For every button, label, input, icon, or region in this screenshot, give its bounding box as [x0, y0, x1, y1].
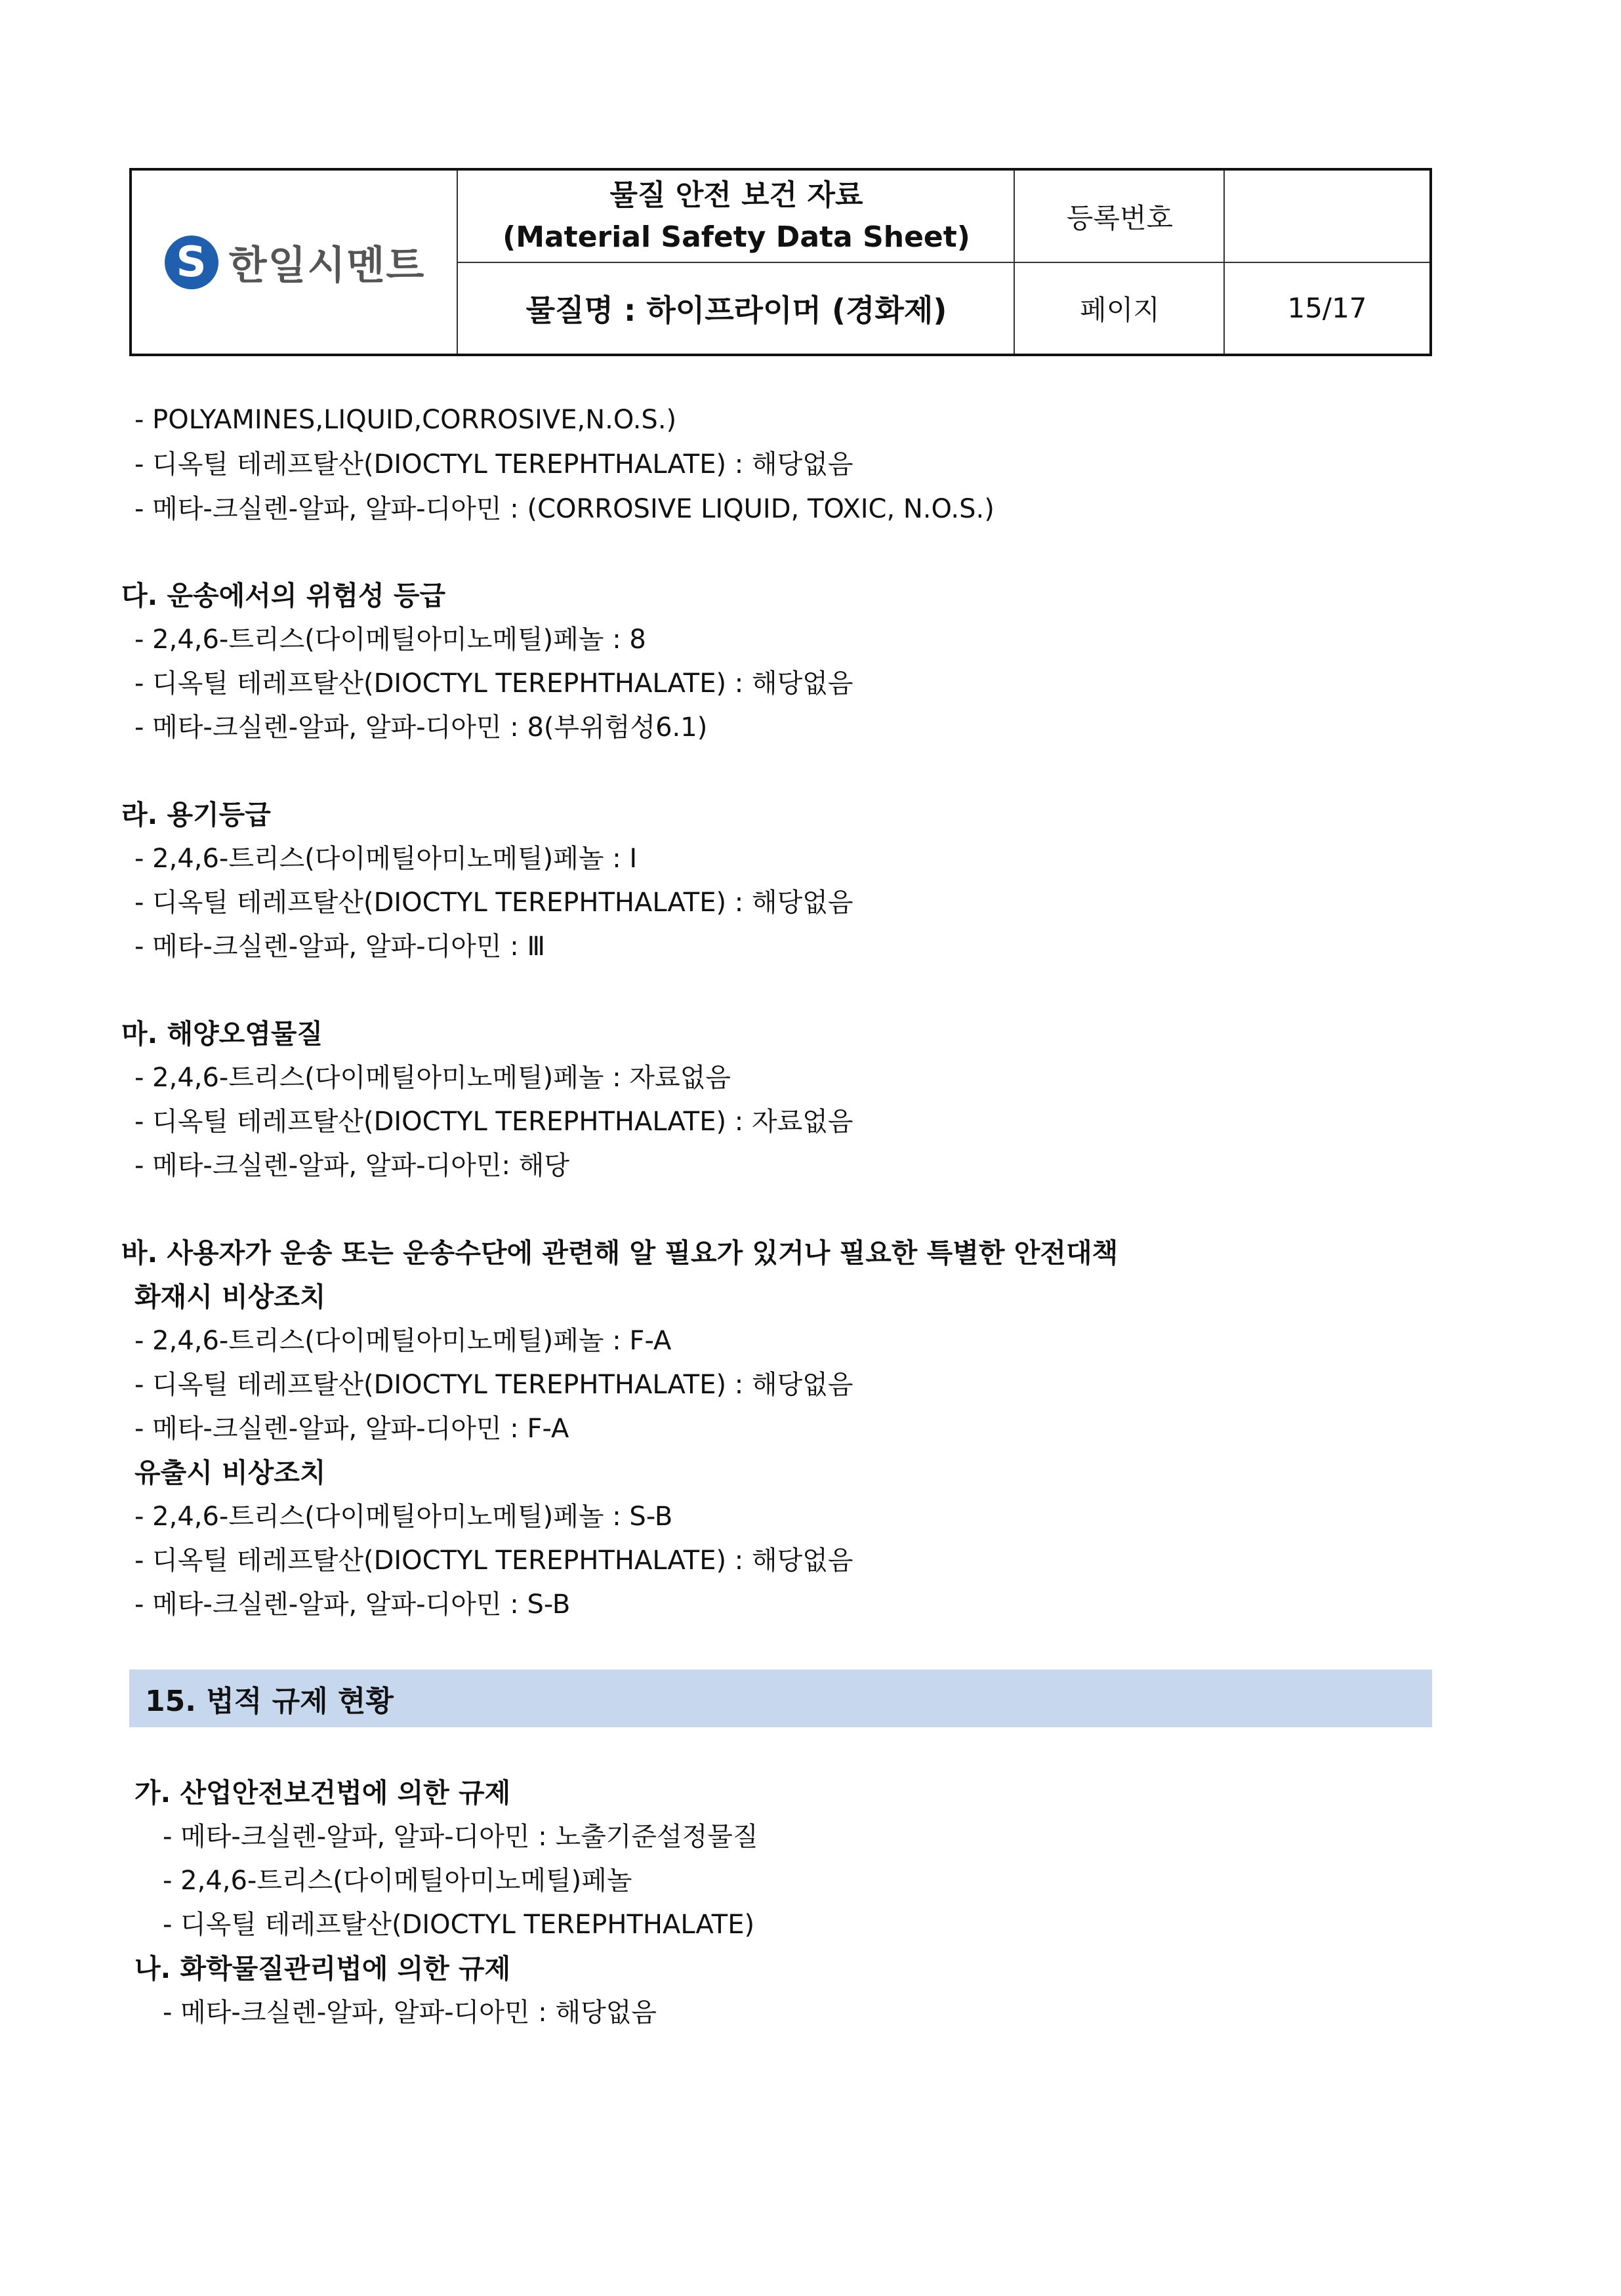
section-heading: 가. 산업안전보건법에 의한 규제	[134, 1777, 511, 1809]
text-line: - 메타-크실렌-알파, 알파-디아민 : 해당없음	[163, 1998, 657, 2028]
text-line: - 2,4,6-트리스(다이메틸아미노메틸)페놀 : Ⅰ	[134, 844, 638, 874]
text-line: - POLYAMINES,LIQUID,CORROSIVE,N.O.S.)	[134, 405, 677, 435]
material-name: 물질명 : 하이프라이머 (경화제)	[525, 292, 947, 328]
section-heading: 나. 화학물질관리법에 의한 규제	[134, 1953, 511, 1984]
text-line: - 메타-크실렌-알파, 알파-디아민 : S-B	[134, 1589, 571, 1620]
document-title	[458, 171, 1015, 262]
text-line: - 디옥틸 테레프탈산(DIOCTYL TEREPHTHALATE) : 해당없음	[134, 449, 853, 480]
text-line: - 2,4,6-트리스(다이메틸아미노메틸)페놀 : F-A	[134, 1326, 672, 1356]
section-heading: 마. 해양오염물질	[121, 1018, 323, 1050]
text-line: - 메타-크실렌-알파, 알파-디아민 : 8(부위험성6.1)	[134, 712, 708, 743]
document-title-ko: 물질 안전 보건 자료	[609, 178, 863, 213]
text-line: - 디옥틸 테레프탈산(DIOCTYL TEREPHTHALATE) : 해당없음	[134, 1370, 853, 1400]
text-line: - 2,4,6-트리스(다이메틸아미노메틸)페놀 : S-B	[134, 1502, 673, 1532]
text-line: - 디옥틸 테레프탈산(DIOCTYL TEREPHTHALATE) : 해당없음	[134, 888, 853, 918]
section-heading: 다. 운송에서의 위험성 등급	[121, 580, 446, 611]
text-line: - 디옥틸 테레프탈산(DIOCTYL TEREPHTHALATE) : 자료없음	[134, 1107, 853, 1137]
divider	[457, 262, 1429, 263]
company-logo	[132, 171, 458, 354]
document-title-en: (Material Safety Data Sheet)	[503, 220, 970, 254]
text-line: - 디옥틸 테레프탈산(DIOCTYL TEREPHTHALATE) : 해당없음	[134, 668, 853, 699]
text-line: - 메타-크실렌-알파, 알파-디아민 : F-A	[134, 1414, 569, 1444]
sub-heading: 화재시 비상조치	[134, 1281, 326, 1313]
section-heading: 바. 사용자가 운송 또는 운송수단에 관련해 알 필요가 있거나 필요한 특별한 안전대책	[121, 1237, 1118, 1269]
text-line: - 디옥틸 테레프탈산(DIOCTYL TEREPHTHALATE)	[163, 1910, 755, 1940]
page-label: 페이지	[1080, 293, 1160, 326]
registration-value	[1225, 171, 1429, 262]
section-15-title-text: 15. 법적 규제 현황	[145, 1685, 394, 1718]
page-number: 15/17	[1287, 292, 1367, 324]
text-line: - 메타-크실렌-알파, 알파-디아민: 해당	[134, 1151, 570, 1181]
company-logo-icon: S	[165, 236, 218, 289]
text-line: - 2,4,6-트리스(다이메틸아미노메틸)페놀 : 8	[134, 625, 646, 655]
text-line: - 메타-크실렌-알파, 알파-디아민 : 노출기준설정물질	[163, 1822, 758, 1852]
registration-label: 등록번호	[1066, 202, 1174, 234]
text-line: - 2,4,6-트리스(다이메틸아미노메틸)페놀 : 자료없음	[134, 1063, 731, 1093]
section-15-title	[129, 1670, 1432, 1727]
document-header-table	[129, 168, 1432, 356]
sub-heading: 유출시 비상조치	[134, 1457, 326, 1488]
text-line: - 디옥틸 테레프탈산(DIOCTYL TEREPHTHALATE) : 해당없음	[134, 1546, 853, 1576]
text-line: - 메타-크실렌-알파, 알파-디아민 : Ⅲ	[134, 932, 546, 962]
text-line: - 메타-크실렌-알파, 알파-디아민 : (CORROSIVE LIQUID, TOXIC, N.O.S.)	[134, 494, 995, 524]
text-line: - 2,4,6-트리스(다이메틸아미노메틸)페놀	[163, 1866, 632, 1896]
company-name: 한일시멘트	[228, 242, 426, 289]
section-heading: 라. 용기등급	[121, 799, 271, 830]
